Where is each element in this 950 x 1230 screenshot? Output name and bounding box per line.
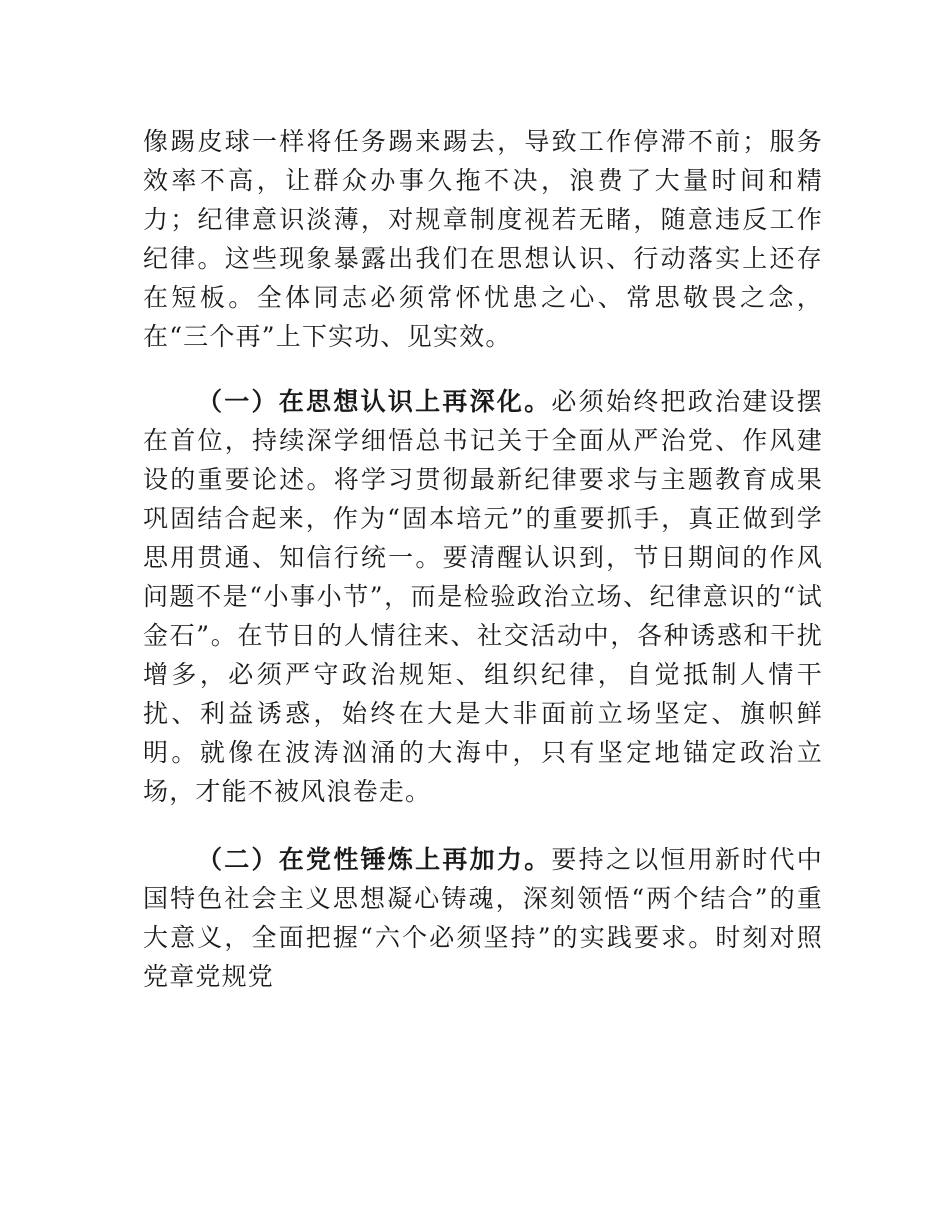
section-thought-awareness <box>143 382 823 811</box>
document-page <box>143 122 823 996</box>
paragraph-continued <box>143 122 823 356</box>
paragraph-body: 要持之以恒用新时代中国特色社会主义思想凝心铸魂，深刻领悟“两个结合”的重大意义，全面把握“六个必须坚持”的实践要求。时刻对照党章党规党 <box>143 845 823 991</box>
paragraph-body: 像踢皮球一样将任务踢来踢去，导致工作停滞不前；服务效率不高，让群众办事久拖不决，浪费了大量时间和精力；纪律意识淡薄，对规章制度视若无睹，随意违反工作纪律。这些现象暴露出我们在思想认识、行动落实上还存在短板。全体同志必须常怀忧患之心、常思敬畏之念，在“三个再”上下实功、见实效。 <box>143 127 823 351</box>
section-heading: （一）在思想认识上再深化。 <box>197 387 552 416</box>
paragraph-body: 必须始终把政治建设摆在首位，持续深学细悟总书记关于全面从严治党、作风建设的重要论述。将学习贯彻最新纪律要求与主题教育成果巩固结合起来，作为“固本培元”的重要抓手，真正做到学思用贯通、知信行统一。要清醒认识到，节日期间的作风问题不是“小事小节”，而是检验政治立场、纪律意识的“试金石”。在节日的人情往来、社交活动中，各种诱惑和干扰增多，必须严守政治规矩、组织纪律，自觉抵制人情干扰、利益诱惑，始终在大是大非面前立场坚定、旗帜鲜明。就像在波涛汹涌的大海中，只有坚定地锚定政治立场，才能不被风浪卷走。 <box>143 387 823 806</box>
section-party-spirit <box>143 840 823 996</box>
section-heading: （二）在党性锤炼上再加力。 <box>197 845 552 874</box>
